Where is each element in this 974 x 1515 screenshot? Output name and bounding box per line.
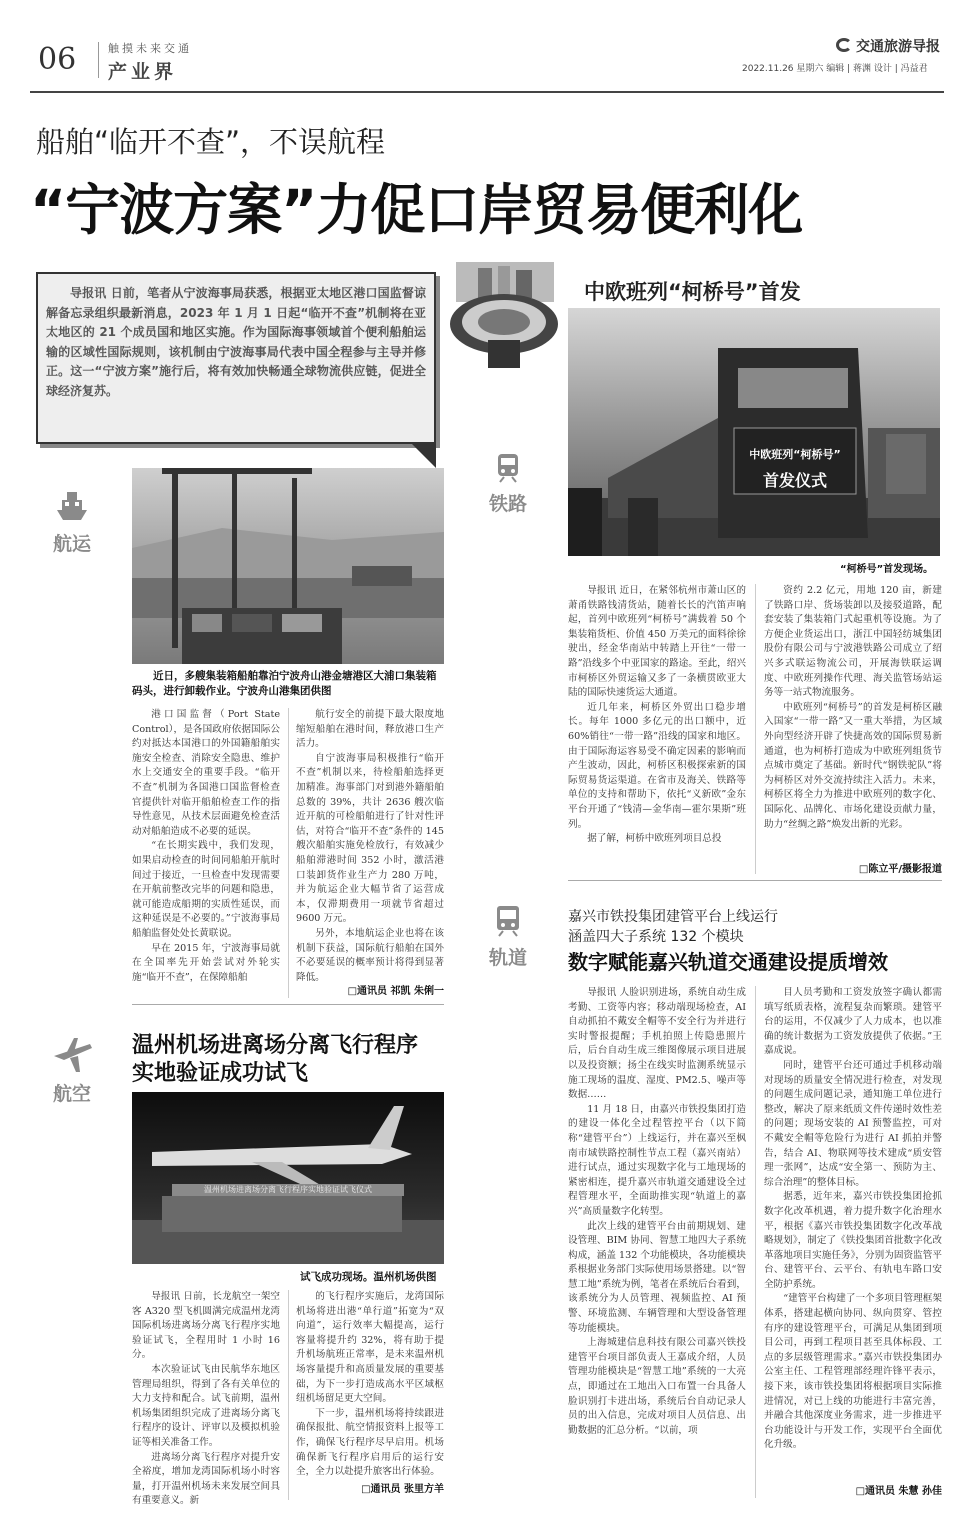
page-number: 06 <box>38 42 77 77</box>
kicker: 船舶“临开不查”，不误航程 <box>36 125 386 159</box>
transit-section-label: 轨道 <box>488 947 527 969</box>
shipping-photo-caption: 近日，多艘集装箱船舶靠泊宁波舟山港金塘港区大浦口集装箱码头，进行卸载作业。宁波舟山港集团供图 <box>132 670 437 697</box>
transit-section <box>478 904 538 970</box>
train-sign-line-1: 中欧班列“柯桥号” <box>749 448 841 461</box>
transit-byline: □通讯员 朱慧 孙佳 <box>855 1486 942 1497</box>
transit-subheadline-2: 涵盖四大子系统 132 个模块 <box>568 929 744 945</box>
aviation-photo <box>132 1092 444 1264</box>
transit-body-col1: 导报讯 人脸识别进场，系统自动生成考勤、工资等内容；移动端现场检查，AI 自动抓拍不戴安全帽等不安全行为并进行实时警报提醒；手机拍照上传隐患照片后，后台自动生成三维图像展示项目进展以及投资额；扬尘在线实时监测系统显示施工现场的温度、湿度、PM2.5、噪声等数据…… 11 月 18 日，由嘉兴市铁投集团打造的建设一体化全过程管控平台（以下简称“建管平台”）上线运行，并在嘉兴至枫南市域铁路控制性节点工程（嘉兴南站）进行试点，通过实现数字化与工地现场的紧密相连，提升嘉兴市轨道交通建设全过程管理水平，全面助推实现“轨道上的嘉兴”高质量数字化转型。 此次上线的建管平台由前期规划、建设管理、BIM 协同、智慧工地四大子系统构成，涵盖 132 个功能模块，各功能模块系根据业务部门实际使用场景搭建。以“智慧工地”系统为例，笔者在系统后台看到，该系统分为人员管理、视频监控、AI 预警、环境监测、车辆管理和大型设备管理等功能模块。 上海城建信息科技有限公司嘉兴铁投建管平台项目部负责人王嘉成介绍，人员管理功能模块是“智慧工地”系统的一大亮点，即通过在工地出入口布置一台具备人脸识别打卡进出场，系统后台自动记录人员的出入信息，完成对项目人员信息、出勤数据的汇总分析。“以前，项 <box>568 987 746 1436</box>
rail-section <box>478 452 538 516</box>
rail-headline: 中欧班列“柯桥号”首发 <box>584 280 801 304</box>
ship-icon <box>55 490 89 524</box>
airplane-icon <box>50 1034 94 1074</box>
rail-photo-caption: “柯桥号”首发现场。 <box>840 564 934 575</box>
lead-text: 导报讯 日前，笔者从宁波海事局获悉，根据亚太地区港口国监督谅解备忘录组织最新消息，2023 年 1 月 1 日起“临开不查”机制将在亚太地区的 21 个成员国和地区实施。作为国际海事领域首个便利船舶运输的区域性国际规则，该机制由宁波海事局代表中国全程参与主导并修正。这一“宁波方案”施行后，将有效加快畅通全球物流供应链，促进全球经济复苏。 <box>46 286 426 398</box>
brand-name: 交通旅游导报 <box>856 39 940 55</box>
shipping-section-label: 航运 <box>52 533 91 555</box>
metro-icon <box>493 904 523 938</box>
main-headline: “宁波方案”力促口岸贸易便利化 <box>30 178 803 242</box>
section-top: 触摸未来交通 <box>108 42 192 55</box>
aviation-headline-2: 实地验证成功试飞 <box>132 1061 309 1086</box>
shipping-section <box>42 490 102 556</box>
brand-logo-icon <box>836 38 852 52</box>
transit-subheadline-1: 嘉兴市铁投集团建管平台上线运行 <box>568 909 778 925</box>
aviation-section <box>42 1034 102 1106</box>
date-line: 2022.11.26 星期六 编辑 | 蒋渊 设计 | 冯益君 <box>742 64 928 74</box>
transit-body-col2: 目人员考勤和工资发放签字确认都需填写纸质表格，流程复杂而繁琐。建管平台的运用，不仅减少了人力成本，也以准确的统计数据为工资发放提供了依据。”王嘉成说。 同时，建管平台还可通过手机移动端对现场的质量安全情况进行检查，对发现的问题生成问题记录，通知施工单位进行整改，解决了原来纸质文件传递时效性差的问题；现场安装的 AI 预警监控，可对不戴安全帽等危险行为进行 AI 抓拍并警告，结合 AI、物联网等技术建成“质安管理一张网”，达成“安全第一、预防为主、综合治理”的整体目标。 据悉，近年来，嘉兴市铁投集团抢抓数字化改革机遇，着力提升数字化治理水平，根据《嘉兴市铁投集团数字化改革战略规划》，制定了《铁投集团首批数字化改革落地项目实施任务》，分别为固资监管平台、建管平台、云平台、有轨电车路口安全防护系统。 “建管平台构建了一个多项目管理框架体系，搭建起横向协同、纵向贯穿、管控有序的建设管理平台，可满足从集团到项目公司，再到工程项目甚至具体标段、工点的多层级管理需求。”嘉兴市铁投集团办公室主任、工程管理部经理许锋平表示，接下来，该市铁投集团将根据项目实际推进情况，对已上线的功能进行丰富完善，并融合其他深度业务需求，进一步推进平台功能设计与开发工作，实现平台全面优化升级。 <box>764 987 942 1451</box>
aviation-section-label: 航空 <box>52 1083 91 1105</box>
shipping-byline: □通讯员 祁凯 朱俐一 <box>347 986 444 997</box>
section-name: 产业界 <box>108 61 178 83</box>
globe-graphic-icon <box>448 262 560 372</box>
lead-box-tail <box>412 444 436 468</box>
transit-headline: 数字赋能嘉兴轨道交通建设提质增效 <box>568 950 888 974</box>
train-icon <box>492 452 524 484</box>
rail-section-label: 铁路 <box>488 493 527 515</box>
aviation-headline-1: 温州机场进离场分离飞行程序 <box>132 1033 419 1058</box>
rail-photo <box>568 308 940 556</box>
aviation-banner: 温州机场进离场分离飞行程序实地验证试飞仪式 <box>172 1184 404 1196</box>
rail-body-col2: 资约 2.2 亿元，用地 120 亩，新建了铁路口岸、货场装卸以及接驳道路，配套安装了集装箱门式起重机等设施。为了方便企业货运出口，浙江中国轻纺城集团股份有限公司与宁波港铁路公司成立了绍兴多式联运物流公司，开展海铁联运调度、中欧班列操作代理、海关监管场站运务等一站式物流服务。 中欧班列“柯桥号”的首发是柯桥区融入国家“一带一路”又一重大举措，为区域外向型经济开辟了快捷高效的国际贸易新通道，也为柯桥打造成为中欧班列组货节点城市奠定了基础。新时代“钢铁驼队”将为柯桥区对外交流持续注入活力。未来，柯桥区将全力为推进中欧班列的数字化、国际化、品牌化、市场化建设贡献力量，助力“丝绸之路”焕发出新的光彩。 <box>764 585 942 830</box>
aviation-byline: □通讯员 张里方羊 <box>361 1484 444 1495</box>
aviation-body-col1: 导报讯 日前，长龙航空一架空客 A320 型飞机圆满完成温州龙湾国际机场进离场分离飞行程序实地验证试飞，全程用时 1 小时 16 分。 本次验证试飞由民航华东地区管理局组织，得到了各有关单位的大力支持和配合。试飞前期，温州机场集团组织完成了进离场分离飞行程序的设计、评审以及模拟机验证等相关准备工作。 进离场分离飞行程序对提升安全裕度，增加龙湾国际机场小时容量，打开温州机场未来发展空间具有重要意义。新 <box>132 1291 280 1507</box>
shipping-body-col1: 港口国监督（Port State Control），是各国政府依据国际公约对抵达本国港口的外国籍船舶实施安全检查、消除安全隐患、维护水上交通安全的重要手段。“临开不查”机制为各国港口国监督检查官提供针对临开船舶检查工作的指导性意见，从技术层面避免检查活动对船舶造成不必要的延误。 “在长期实践中，我们发现，如果启动检查的时间同船舶开航时间过于接近，一旦检查中发现需要在开航前整改完毕的问题和隐患，就可能造成船期的实质性延误，而这种延误是不必要的。”宁波海事局船舶监督处处长黄联说。 早在 2015 年，宁波海事局就在全国率先开始尝试对外轮实施“临开不查”，在保障船舶 <box>132 709 280 983</box>
shipping-body-col2: 航行安全的前提下最大限度地缩短船舶在港时间，释放港口生产活力。 自宁波海事局积极推行“临开不查”机制以来，待检船舶选择更加精准。海事部门对到港外籍船舶总数的 39%，共计 2636 艘次临近开航的可检船舶进行了针对性评估，对符合“临开不查”条件的 145 艘次船舶实施免检放行，有效减少船舶滞港时间 352 小时，激活港口装卸货作业生产力 280 万吨，并为航运企业大幅节省了运营成本，仅滞期费用一项就节省超过 9600 万元。 另外，本地航运企业也将在该机制下获益，国际航行船舶在国外不必要延误的概率预计将得到显著降低。 <box>296 709 444 983</box>
rail-body-col1: 导报讯 近日，在紧邻杭州市萧山区的萧甬铁路钱清货站，随着长长的汽笛声响起，首列中欧班列“柯桥号”满载着 50 个集装箱货柜、价值 450 万美元的面料徐徐驶出，经金华南站中转踏上开往“一带一路”沿线多个中亚国家的路途。至此，绍兴市柯桥区外贸运输又多了一条横贯欧亚大陆的国际快速货运大通道。 近几年来，柯桥区外贸出口稳步增长。每年 1000 多亿元的出口额中，近 60%销往“一带一路”沿线的国家和地区。由于国际海运容易受不确定因素的影响而产生波动，因此，柯桥区积极探索新的国际贸易货运渠道。在省市及海关、铁路等单位的支持和帮助下，依托“义新欧”金东平台开通了“钱清—金华南—霍尔果斯”班列。 据了解，柯桥中欧班列项目总投 <box>568 585 746 845</box>
aviation-body-col2: 的飞行程序实施后，龙湾国际机场将进出港“单行道”拓宽为“双向道”，运行效率大幅提高，运行容量将提升约 32%，将有助于提升机场航班正常率，是未来温州机场容量提升和高质量发展的重要基础，为下一步打造成高水平区域枢纽机场留足更大空间。 下一步，温州机场将持续跟进确保报批、航空情报资料上报等工作，确保飞行程序尽早启用。机场确保新飞行程序启用后的运行安全，全力以赴提升旅客出行体验。 <box>296 1291 444 1478</box>
rail-byline: □陈立平/摄影报道 <box>858 864 942 875</box>
train-sign-line-2: 首发仪式 <box>762 471 827 490</box>
aviation-photo-caption: 试飞成功现场。温州机场供图 <box>300 1271 437 1283</box>
shipping-photo <box>132 468 444 664</box>
